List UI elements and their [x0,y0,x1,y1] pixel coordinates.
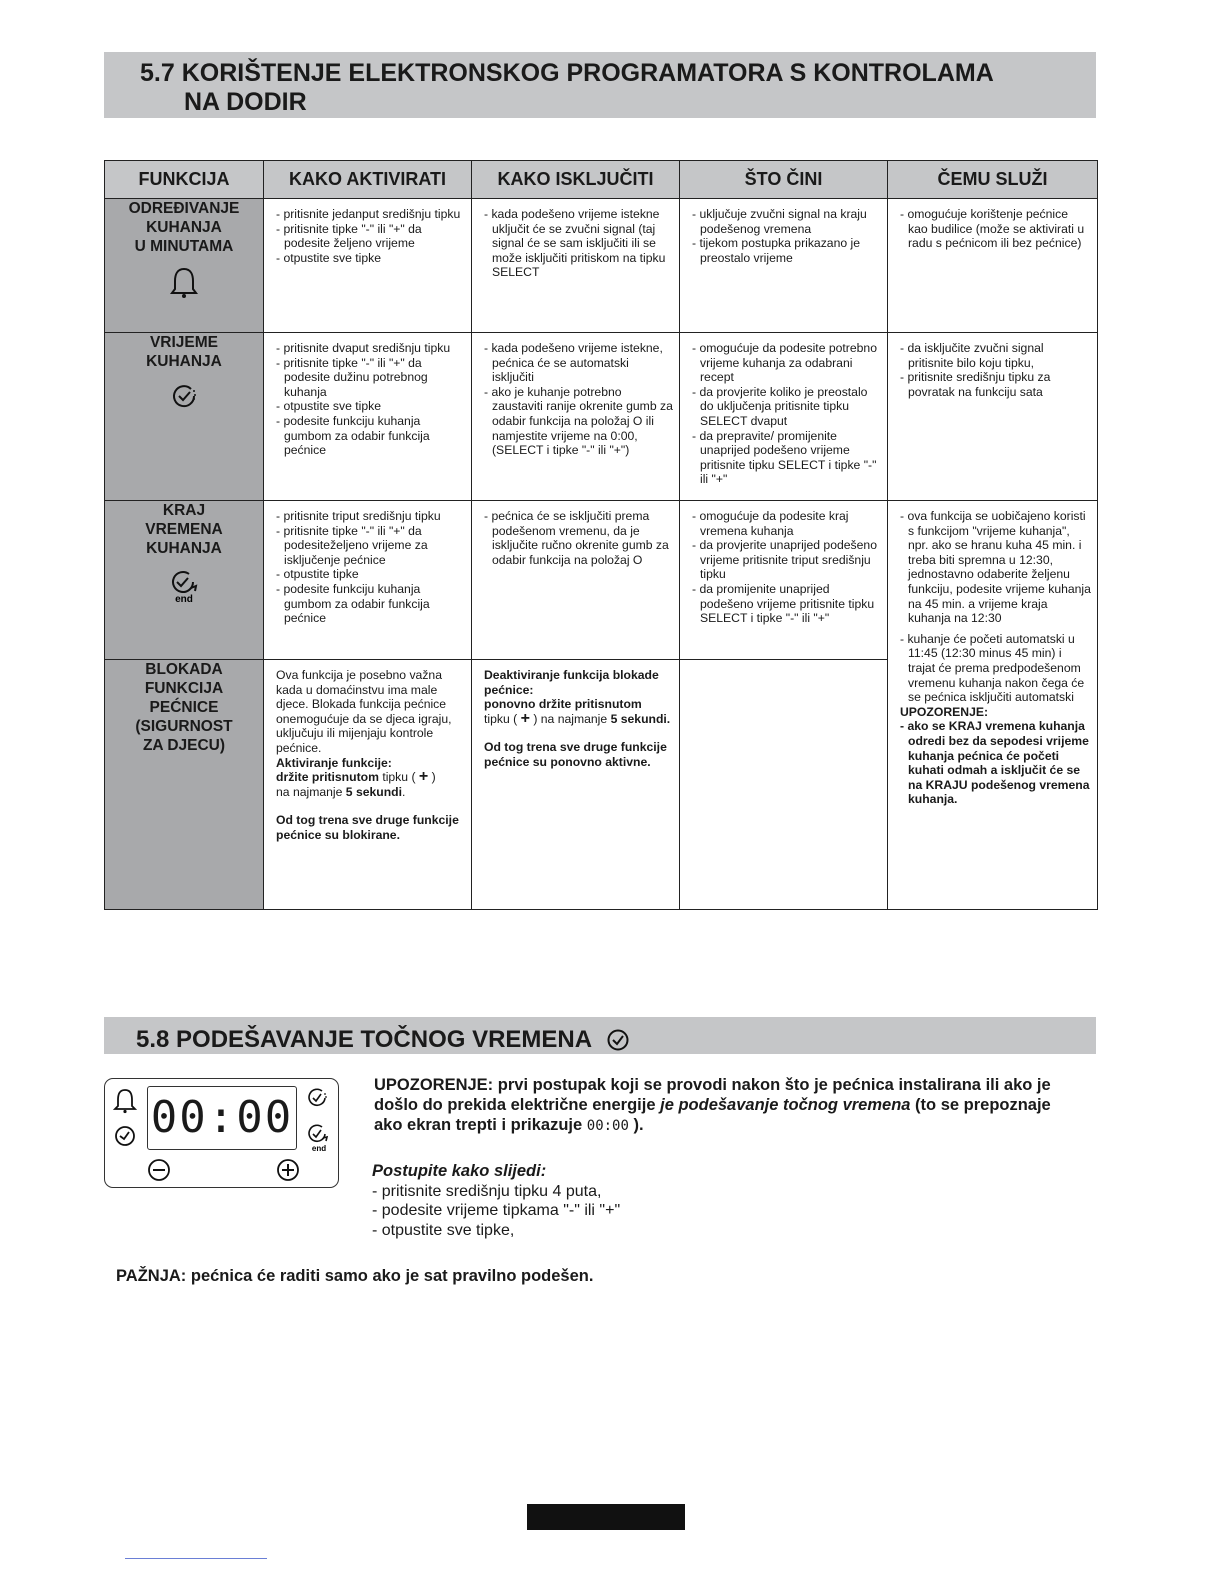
cooking-time-does [680,333,888,501]
function-end-time [105,501,264,660]
text-span: tipku ( [382,770,416,785]
section-5-8-title: 5.8 PODEŠAVANJE TOČNOG VREMENA [136,1026,593,1053]
col-header-does: ŠTO ČINI [680,161,888,199]
plus-symbol: + [418,768,429,786]
function-label: KUHANJA [146,353,222,370]
section-5-7-title-line2: NA DODIR [184,88,307,116]
footer-line [125,1558,267,1559]
warning-italic: je podešavanje točnog vremena [660,1096,911,1114]
list-item: - pritisnite jedanput središnju tipku [276,207,461,221]
list-item: - pećnica će se isključiti prema podešenom vremenu, da je isključite ručno okrenite gumb za odabir funkcija na položaj O [484,509,669,567]
list-item: - podesite vrijeme tipkama "-" ili "+" [372,1202,621,1219]
list-item: - podesite funkciju kuhanja gumbom za odabir funkcija pećnice [276,581,430,626]
paragraph [276,770,465,799]
list-item: - kada podešeno vrijeme istekne, pećnica će se automatski isključiti [484,341,663,385]
text-span: 5 sekundi [345,784,403,799]
end-time-icon[interactable] [305,1123,331,1153]
function-label: BLOKADA [145,661,223,678]
list-item: - otpustite sve tipke [276,250,381,265]
bell-icon [113,1088,137,1114]
table-header-row [105,161,1098,199]
text-span: ponovno držite pritisnutom [484,697,642,712]
list-item: - otpustite sve tipke [276,399,381,414]
bell-icon [169,266,199,300]
steps-title: Postupite kako slijedi: [372,1162,547,1180]
end-time-use [888,501,1098,910]
minute-timer-does [680,199,888,333]
text-span: na najmanje [276,784,343,799]
paragraph: Ova funkcija je posebno važna kada u domaćinstvu ima male djece. Blokada funkcija pećnice onemogućuje da se djeca igraju, uključuju ili mijenjaju kontrole pećnice. [276,668,452,755]
text-span: ) na najmanje [533,711,608,726]
end-time-deactivate [472,501,680,660]
child-lock-activate [264,660,472,910]
function-label: ODREĐIVANJE [128,200,240,217]
list-item: - pritisnite tipke "-" ili "+" da podesite željeno vrijeme [276,221,422,251]
col-header-function: FUNKCIJA [105,161,264,199]
programmer-display [104,1078,339,1188]
function-label: KUHANJA [146,540,222,557]
clock-icon[interactable] [114,1125,136,1147]
function-label: PEĆNICE [149,699,219,716]
function-label: VRIJEME [149,334,219,351]
warning-text: ). [633,1116,644,1134]
function-label: VREMENA [145,521,223,538]
list-item: - da promijenite unaprijed podešeno vrijeme pritisnite tipku SELECT i tipke "-" ili "+" [692,581,875,626]
list-item: - pritisnite triput središnju tipku [276,509,441,523]
list-item: - kada podešeno vrijeme istekne uključit će se zvučni signal (taj signal će se sam isključiti ili se može isključiti pritiskom na tipku SELECT [484,207,666,280]
list-item: - pritisnite dvaput središnju tipku [276,341,451,355]
cooking-time-icon [169,381,199,411]
col-header-use: ČEMU SLUŽI [888,161,1098,199]
text-span: držite pritisnutom [276,770,379,785]
text-span: 5 sekundi. [610,711,671,726]
end-time-does [680,501,888,660]
plus-symbol: + [520,709,530,727]
page-footer-bar [527,1504,685,1530]
child-lock-does [680,660,888,910]
minus-button[interactable] [147,1158,171,1182]
programmer-functions-table [104,160,1098,910]
warning-paragraph [374,1075,1064,1136]
list-item: - tijekom postupka prikazano je preostalo vrijeme [692,236,861,265]
list-item: - omogućuje da podesite potrebno vrijeme kuhanja za odabrani recept [692,341,877,385]
list-item: - pritisnite središnju tipku za povratak na funkciju sata [900,370,1051,399]
function-label: ZA DJECU) [142,737,226,754]
paragraph: Od tog trena sve druge funkcije pećnice su blokirane. [276,813,459,842]
end-icon-label: end [175,594,193,604]
minute-timer-use [888,199,1098,333]
text-span: . [402,784,406,799]
section-5-7-title-line1: 5.7 KORIŠTENJE ELEKTRONSKOG PROGRAMATORA S KONTROLAMA [140,59,994,87]
list-item: - podesite funkciju kuhanja gumbom za odabir funkcija pećnice [276,413,430,458]
attention-note: PAŽNJA: pećnica će raditi samo ako je sat pravilno podešen. [116,1267,594,1285]
text-span: ) [431,770,436,785]
warning-text: (to se prepoznaje ako ekran trepti i prikazuje [374,1096,1051,1134]
paragraph: Od tog trena sve druge funkcije pećnice su ponovno aktivne. [484,740,667,769]
list-item: - da provjerite unaprijed podešeno vrijeme pritisnite triput središnju tipku [692,538,877,582]
list-item: - otpustite tipke [276,567,359,582]
display-end-label: end [311,1144,327,1153]
end-time-icon [167,568,201,604]
cooking-time-activate [264,333,472,501]
list-item: - pritisnite tipke "-" ili "+" da podesite dužinu potrebnog kuhanja [276,355,428,399]
time-display-screen [147,1086,297,1150]
clock-check-icon [606,1028,630,1052]
function-label: FUNKCIJA [144,680,224,697]
plus-button[interactable] [276,1158,300,1182]
list-item: - otpustite sve tipke, [372,1221,515,1239]
warning-text: UPOZORENJE: prvi postupak koji se provodi nakon što je pećnica instalirana ili ako je došlo do prekida električne energije [374,1076,1051,1114]
cooking-time-use [888,333,1098,501]
end-time-activate [264,501,472,660]
warning-time: 00:00 [586,1118,629,1134]
section-5-8-header [104,1017,1096,1054]
section-5-7-header [104,52,1096,118]
col-header-activate: KAKO AKTIVIRATI [264,161,472,199]
function-minute-timer [105,199,264,333]
list-item: - pritisnite središnju tipku 4 puta, [372,1182,602,1200]
function-label: KUHANJA [146,219,222,236]
function-label: (SIGURNOST [135,718,233,735]
warning-title: UPOZORENJE: [900,704,989,719]
list-item: - da isključite zvučni signal pritisnite bilo koju tipku, [900,341,1044,370]
list-item: - omogućuje da podesite kraj vremena kuhanja [692,509,849,538]
paragraph: Aktiviranje funkcije: [276,755,392,770]
function-child-lock [105,660,264,910]
minute-timer-activate [264,199,472,333]
table-row [105,501,1098,660]
list-item: - ako se KRAJ vremena kuhanja odredi bez da sepodesi vrijeme kuhanja pećnica će početi kuhati odmah a isključit će se na KRAJU podešenog vremena kuhanja. [900,719,1090,807]
list-item: - da provjerite koliko je preostalo do uključenja pritisnite tipku SELECT dvaput [692,384,868,428]
paragraph [484,697,673,726]
function-label: U MINUTAMA [134,238,234,255]
list-item: - pritisnite tipke "-" ili "+" da podesiteželjeno vrijeme za isključenje pećnice [276,523,428,567]
display-time: 00:00 [150,1092,294,1143]
child-lock-deactivate [472,660,680,910]
function-label: KRAJ [162,502,206,519]
minute-timer-deactivate [472,199,680,333]
cooking-time-deactivate [472,333,680,501]
list-item: - ova funkcija se uobičajeno koristi s funkcijom "vrijeme kuhanja", npr. ako se hranu kuha 45 min. i treba biti spremna u 12:30, jednostavno odaberite željenu funkciju, podesite vrijeme kuhanja na 45 min. a vrijeme kraja kuhanja na 12:30 [900,509,1091,626]
table-row [105,199,1098,333]
cooking-time-icon[interactable] [305,1086,329,1110]
text-span: tipku ( [484,711,518,726]
list-item: - ako je kuhanje potrebno zaustaviti ranije okrenite gumb za odabir funkcija na položaj O ili namjestite vrijeme na 0:00, (SELECT i tipke "-" ili "+") [484,384,673,458]
list-item: - da prepravite/ promijenite unaprijed podešeno vrijeme pritisnite tipku SELECT i tipke "-" ili "+" [692,428,877,487]
list-item: - kuhanje će početi automatski u 11:45 (12:30 minus 45 min) i trajat će prema predpodešenom vremenu kuhanja nakon čega će se pećnica isključiti automatski [900,631,1085,705]
steps-block [372,1162,620,1240]
table-row [105,333,1098,501]
function-cooking-time [105,333,264,501]
col-header-deactivate: KAKO ISKLJUČITI [472,161,680,199]
list-item: - uključuje zvučni signal na kraju podešenog vremena [692,207,867,236]
list-item: - omogućuje korištenje pećnice kao budilice (može se aktivirati u radu s pećnicom ili bez pećnice) [900,207,1085,251]
paragraph: Deaktiviranje funkcija blokade pećnice: [484,668,659,697]
